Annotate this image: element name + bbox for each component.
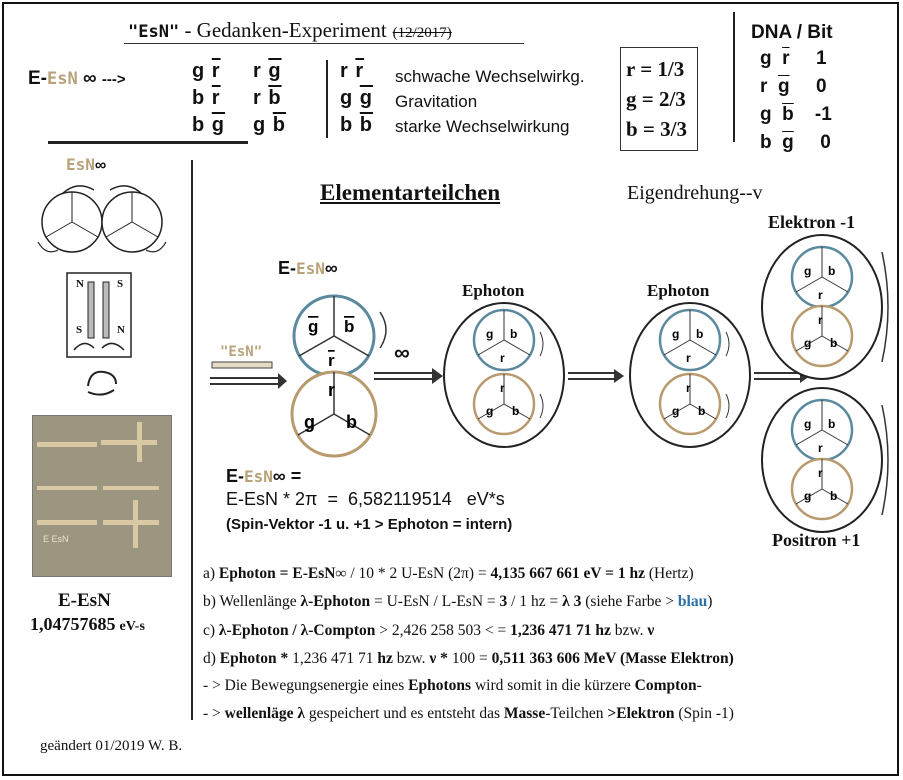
pairs-divider: [326, 60, 328, 138]
svg-text:g: g: [486, 404, 494, 418]
pairs-col3: r $\overline{r}$ g $\overline{g}$ b $\overline{b}$: [340, 60, 373, 136]
svg-text:g: g: [804, 417, 812, 431]
svg-text:b: b: [828, 417, 836, 431]
svg-text:b: b: [830, 489, 838, 503]
force-weak: schwache Wechselwirkg.: [395, 67, 585, 86]
elektron-particle: [758, 232, 898, 382]
experiment-photo: [32, 415, 172, 577]
page-title: "EsN" - Gedanken-Experiment (12/2017): [128, 18, 452, 42]
diagram-heading: Elementarteilchen: [320, 180, 501, 205]
svg-text:g: g: [486, 327, 494, 341]
formula-line1: E-EsN∞ =: [226, 466, 302, 486]
svg-text:b: b: [830, 336, 838, 350]
svg-text:b: b: [344, 317, 355, 336]
positron-particle: [758, 385, 898, 535]
formula-line3: (Spin-Vektor -1 u. +1 > Ephoton = intern): [226, 516, 513, 533]
svg-text:r: r: [500, 381, 505, 395]
positron-label: Positron +1: [772, 530, 861, 550]
left-hline: [48, 141, 248, 144]
svg-text:r: r: [500, 351, 505, 365]
svg-text:g: g: [804, 336, 812, 350]
eigendrehung-label: Eigendrehung--v: [627, 182, 763, 204]
infinity-symbol: ∞: [394, 340, 410, 365]
note-a: a) Ephoton = E-EsN∞ / 10 * 2 U-EsN (2π) = 4,135 667 661 eV = 1 hz (Hertz): [203, 565, 694, 582]
note-c: c) λ-Ephoton / λ-Compton > 2,426 258 503 < = 1,236 471 71 hz bzw. ν: [203, 622, 655, 639]
main-esn-label: E-EsN∞: [278, 258, 338, 278]
magnet-s-top: S: [117, 278, 124, 290]
svg-text:r: r: [328, 380, 336, 400]
left-column-divider: [191, 160, 193, 720]
svg-text:b: b: [696, 327, 704, 341]
note-f: - > wellenläge λ gespeichert und es entsteht das Masse-Teilchen >Elektron (Spin -1): [203, 705, 734, 722]
svg-text:g: g: [308, 317, 319, 336]
dna-table: g $\overline{r}$ 1 r $\overline{g}$ 0 g $\overline{b}$ -1 b $\overline{g}$ 0: [760, 48, 832, 153]
note-b: b) Wellenlänge λ-Ephoton = U-EsN / L-EsN = 3 / 1 hz = λ 3 (siehe Farbe > blau): [203, 593, 713, 610]
title-date: (12/2017): [392, 25, 452, 41]
svg-text:g: g: [804, 264, 812, 278]
elektron-label: Elektron -1: [768, 212, 856, 232]
svg-text:b: b: [346, 412, 357, 432]
arrow-to-ephoton-1: [372, 366, 444, 386]
title-underline: [124, 43, 524, 44]
svg-text:b: b: [510, 327, 518, 341]
rotation-arrow-icon: [82, 366, 122, 398]
ephoton-1-label: Ephoton: [462, 281, 525, 300]
svg-text:g: g: [304, 412, 315, 432]
left-rotation-icon: [32, 176, 172, 266]
fraction-list: r = 1/3 g = 2/3 b = 3/3: [626, 57, 687, 141]
ephoton-1-particle: [440, 300, 570, 450]
left-value-row: 1,04757685 eV-s: [30, 614, 145, 634]
svg-text:r: r: [818, 313, 823, 327]
magnet-s-bottom: S: [76, 324, 83, 336]
force-strong: starke Wechselwirkung: [395, 117, 570, 136]
formula-line2: E-EsN * 2π = 6,582119514 eV*s: [226, 489, 505, 509]
svg-text:g: g: [672, 404, 680, 418]
svg-text:r: r: [818, 441, 823, 455]
force-gravity: Gravitation: [395, 92, 478, 111]
header-esn-label: E-EsN ∞ --->: [28, 68, 126, 89]
svg-text:g: g: [672, 327, 680, 341]
svg-text:b: b: [512, 404, 520, 418]
note-d: d) Ephoton * 1,236 471 71 hz bzw. ν * 100 = 0,511 363 606 MeV (Masse Elektron): [203, 650, 734, 667]
svg-text:r: r: [328, 351, 335, 370]
ephoton-2-particle: [626, 300, 756, 450]
svg-text:g: g: [804, 489, 812, 503]
svg-text:r: r: [686, 351, 691, 365]
dna-divider: [733, 12, 735, 142]
pairs-col2: r $\overline{g}$ r $\overline{b}$ g $\overline{b}$: [253, 60, 286, 136]
ephoton-2-label: Ephoton: [647, 281, 710, 300]
esn-input-arrow: [208, 360, 288, 392]
dna-title: DNA / Bit: [751, 22, 833, 43]
svg-text:r: r: [686, 381, 691, 395]
svg-text:b: b: [828, 264, 836, 278]
arrow-to-ephoton-2: [566, 368, 626, 384]
force-list: [395, 64, 585, 139]
footer-note: geändert 01/2019 W. B.: [40, 738, 183, 754]
pairs-col1: g $\overline{r}$ b $\overline{r}$ b $\overline{g}$: [192, 60, 225, 136]
svg-text:r: r: [818, 466, 823, 480]
photo-label: E EsN: [43, 534, 69, 544]
svg-text:r: r: [818, 288, 823, 302]
svg-text:b: b: [698, 404, 706, 418]
note-e: - > Die Bewegungsenergie eines Ephotons wird somit in die kürzere Compton-: [203, 677, 702, 694]
left-value-name: E-EsN: [58, 590, 111, 611]
esn-arrow-label: "EsN": [220, 344, 263, 360]
left-esn-label: EsN∞: [66, 155, 107, 174]
magnet-n-bottom: N: [117, 324, 125, 336]
magnet-n-top: N: [76, 278, 84, 290]
